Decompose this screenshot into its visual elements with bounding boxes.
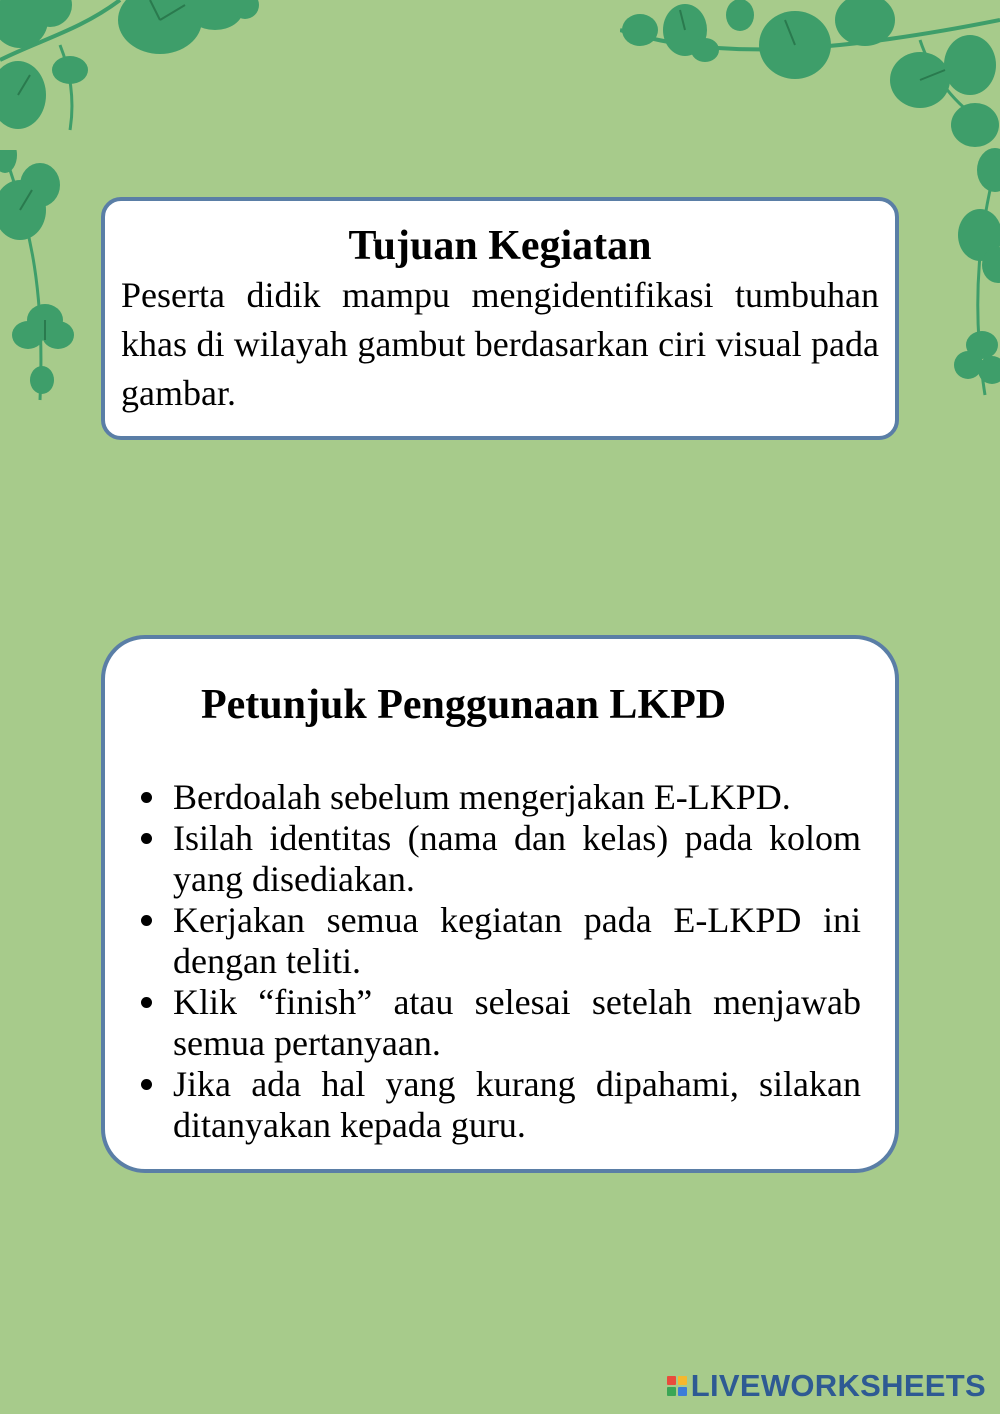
liveworksheets-logo-text: LIVEWORKSHEETS [690, 1368, 986, 1403]
tujuan-kegiatan-card [101, 197, 899, 440]
liveworksheets-logo-icon [667, 1376, 687, 1396]
clover-decoration-top-left [0, 0, 280, 200]
bullet-icon [141, 1079, 152, 1090]
logo-square-3 [667, 1387, 676, 1396]
logo-square-2 [678, 1376, 687, 1385]
instruction-text: Jika ada hal yang kurang dipahami, silakan ditanyakan kepada guru. [173, 1064, 861, 1145]
bullet-icon [141, 915, 152, 926]
list-item [133, 1064, 861, 1146]
instruction-text: Kerjakan semua kegiatan pada E-LKPD ini dengan teliti. [173, 900, 861, 981]
instruction-text: Isilah identitas (nama dan kelas) pada kolom yang disediakan. [173, 818, 861, 899]
instruction-text: Klik “finish” atau selesai setelah menjawab semua pertanyaan. [173, 982, 861, 1063]
clover-decoration-left [0, 150, 90, 410]
petunjuk-penggunaan-title: Petunjuk Penggunaan LKPD [201, 682, 727, 728]
list-item [133, 818, 861, 900]
tujuan-kegiatan-text: Peserta didik mampu mengidentifikasi tumbuhan khas di wilayah gambut berdasarkan ciri visual pada gambar. [121, 275, 879, 413]
clover-decoration-right [940, 140, 1000, 400]
clover-decoration-top-right [620, 0, 1000, 150]
instruction-list [133, 777, 861, 1146]
bullet-icon [141, 792, 152, 803]
list-item [133, 900, 861, 982]
logo-square-4 [678, 1387, 687, 1396]
list-item [133, 777, 861, 818]
tujuan-kegiatan-title: Tujuan Kegiatan [348, 223, 652, 269]
logo-square-1 [667, 1376, 676, 1385]
instruction-text: Berdoalah sebelum mengerjakan E-LKPD. [173, 777, 791, 817]
petunjuk-penggunaan-card [101, 635, 899, 1173]
liveworksheets-logo[interactable] [667, 1368, 986, 1404]
bullet-icon [141, 833, 152, 844]
list-item [133, 982, 861, 1064]
bullet-icon [141, 997, 152, 1008]
